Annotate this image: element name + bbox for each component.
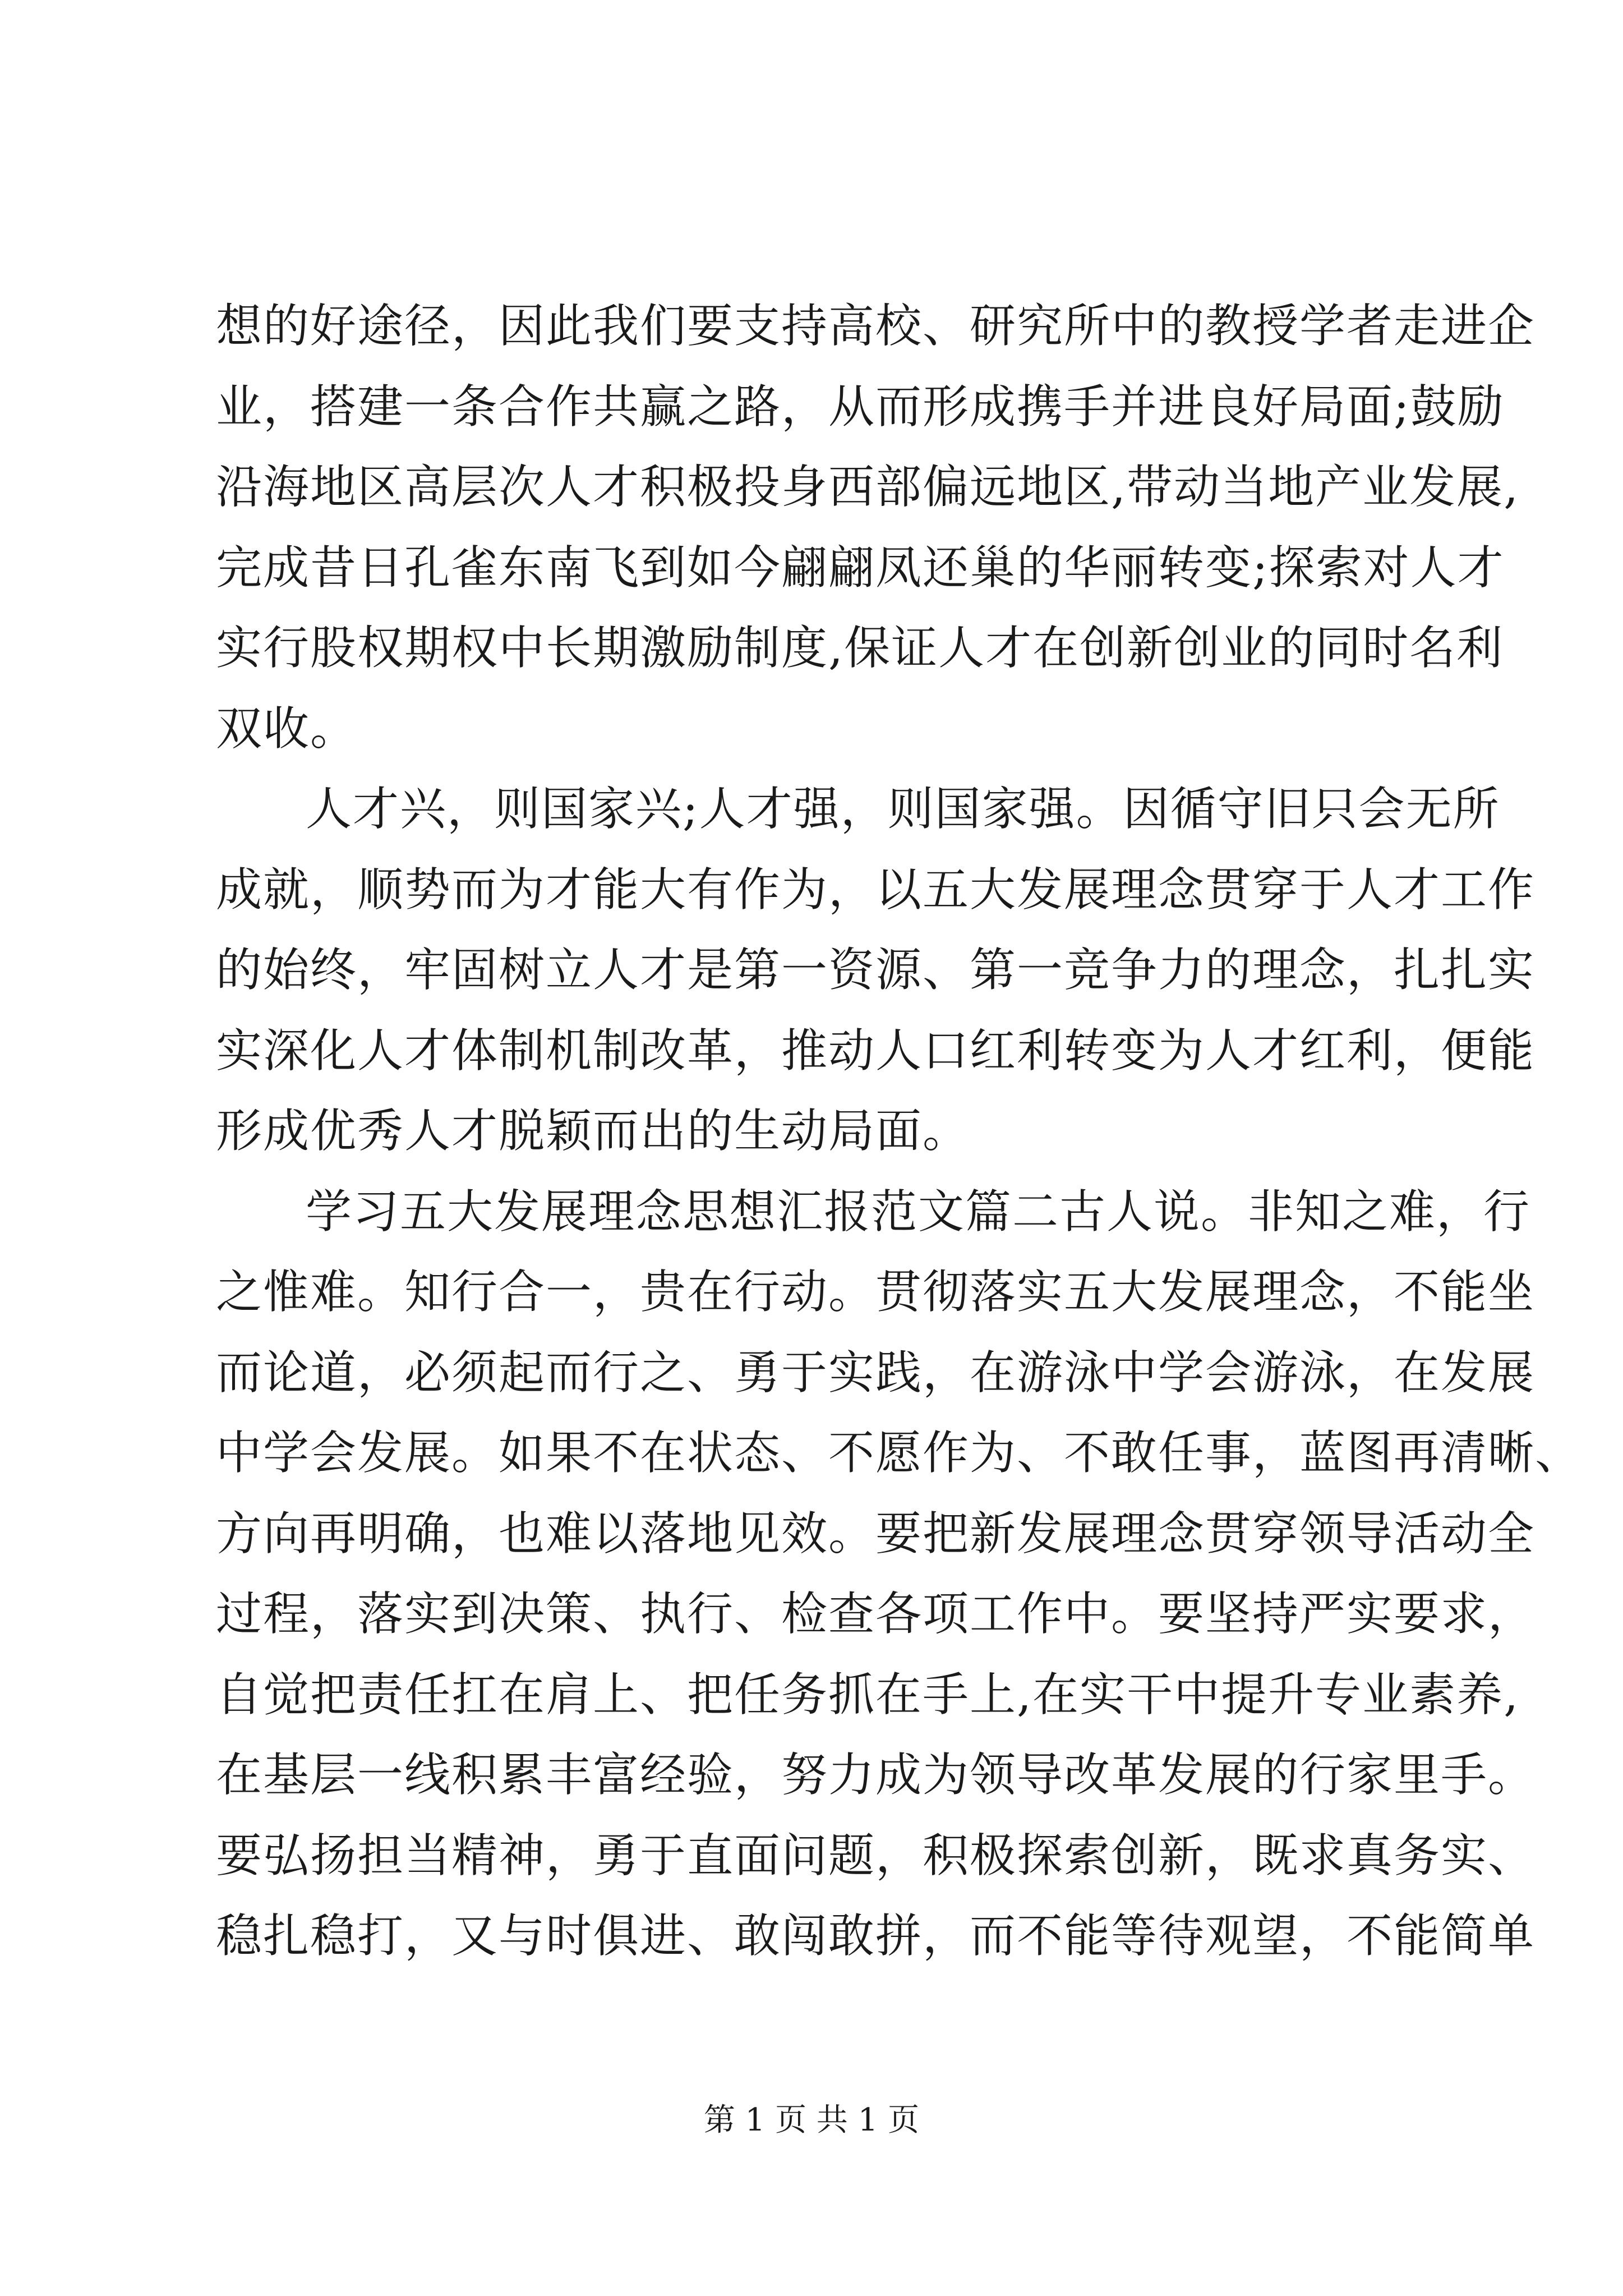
text-line: 实深化人才体制机制改革，推动人口红利转变为人才红利，便能: [216, 1024, 1536, 1078]
text-line: 人才兴，则国家兴;人才强，则国家强。因循守旧只会无所: [306, 783, 1500, 836]
text-line: 成就，顺势而为才能大有作为，以五大发展理念贯穿于人才工作: [216, 863, 1536, 917]
text-line: 过程，落实到决策、执行、检查各项工作中。要坚持严实要求，: [216, 1588, 1536, 1641]
document-body: [216, 286, 1583, 1977]
text-line: 之惟难。知行合一，贵在行动。贯彻落实五大发展理念，不能坐: [216, 1266, 1536, 1319]
text-line: 方向再明确，也难以落地见效。要把新发展理念贯穿领导活动全: [216, 1507, 1536, 1561]
paragraph-3: [216, 1172, 1583, 1977]
text-line: 双收。: [216, 702, 358, 756]
text-line: 形成优秀人才脱颖而出的生动局面。: [216, 1105, 970, 1158]
text-line: 稳扎稳打，又与时俱进、敢闯敢拼，而不能等待观望，不能简单: [216, 1910, 1536, 1963]
text-line: 沿海地区高层次人才积极投身西部偏远地区,带动当地产业发展,: [216, 461, 1520, 514]
text-line: 学习五大发展理念思想汇报范文篇二古人说。非知之难，行: [306, 1185, 1531, 1239]
text-line: 要弘扬担当精神，勇于直面问题，积极探索创新，既求真务实、: [216, 1829, 1536, 1883]
text-line: 而论道，必须起而行之、勇于实践，在游泳中学会游泳，在发展: [216, 1346, 1536, 1400]
text-line: 业，搭建一条合作共赢之路，从而形成携手并进良好局面;鼓励: [216, 380, 1505, 434]
text-line: 实行股权期权中长期激励制度,保证人才在创新创业的同时名利: [216, 622, 1504, 675]
text-line: 中学会发展。如果不在状态、不愿作为、不敢任事，蓝图再清晰、: [216, 1427, 1583, 1480]
paragraph-2: [216, 769, 1536, 1172]
text-line: 在基层一线积累丰富经验，努力成为领导改革发展的行家里手。: [216, 1749, 1536, 1802]
text-line: 自觉把责任扛在肩上、把任务抓在手上,在实干中提升专业素养,: [216, 1668, 1520, 1722]
page-number-label: 第 1 页 共 1 页: [703, 2102, 920, 2138]
text-line: 的始终，牢固树立人才是第一资源、第一竞争力的理念，扎扎实: [216, 944, 1536, 997]
text-line: 想的好途径，因此我们要支持高校、研究所中的教授学者走进企: [216, 300, 1536, 353]
paragraph-1: [216, 286, 1536, 769]
text-line: 完成昔日孔雀东南飞到如今翩翩凤还巢的华丽转变;探索对人才: [216, 541, 1505, 595]
page-footer: [0, 2098, 1623, 2143]
